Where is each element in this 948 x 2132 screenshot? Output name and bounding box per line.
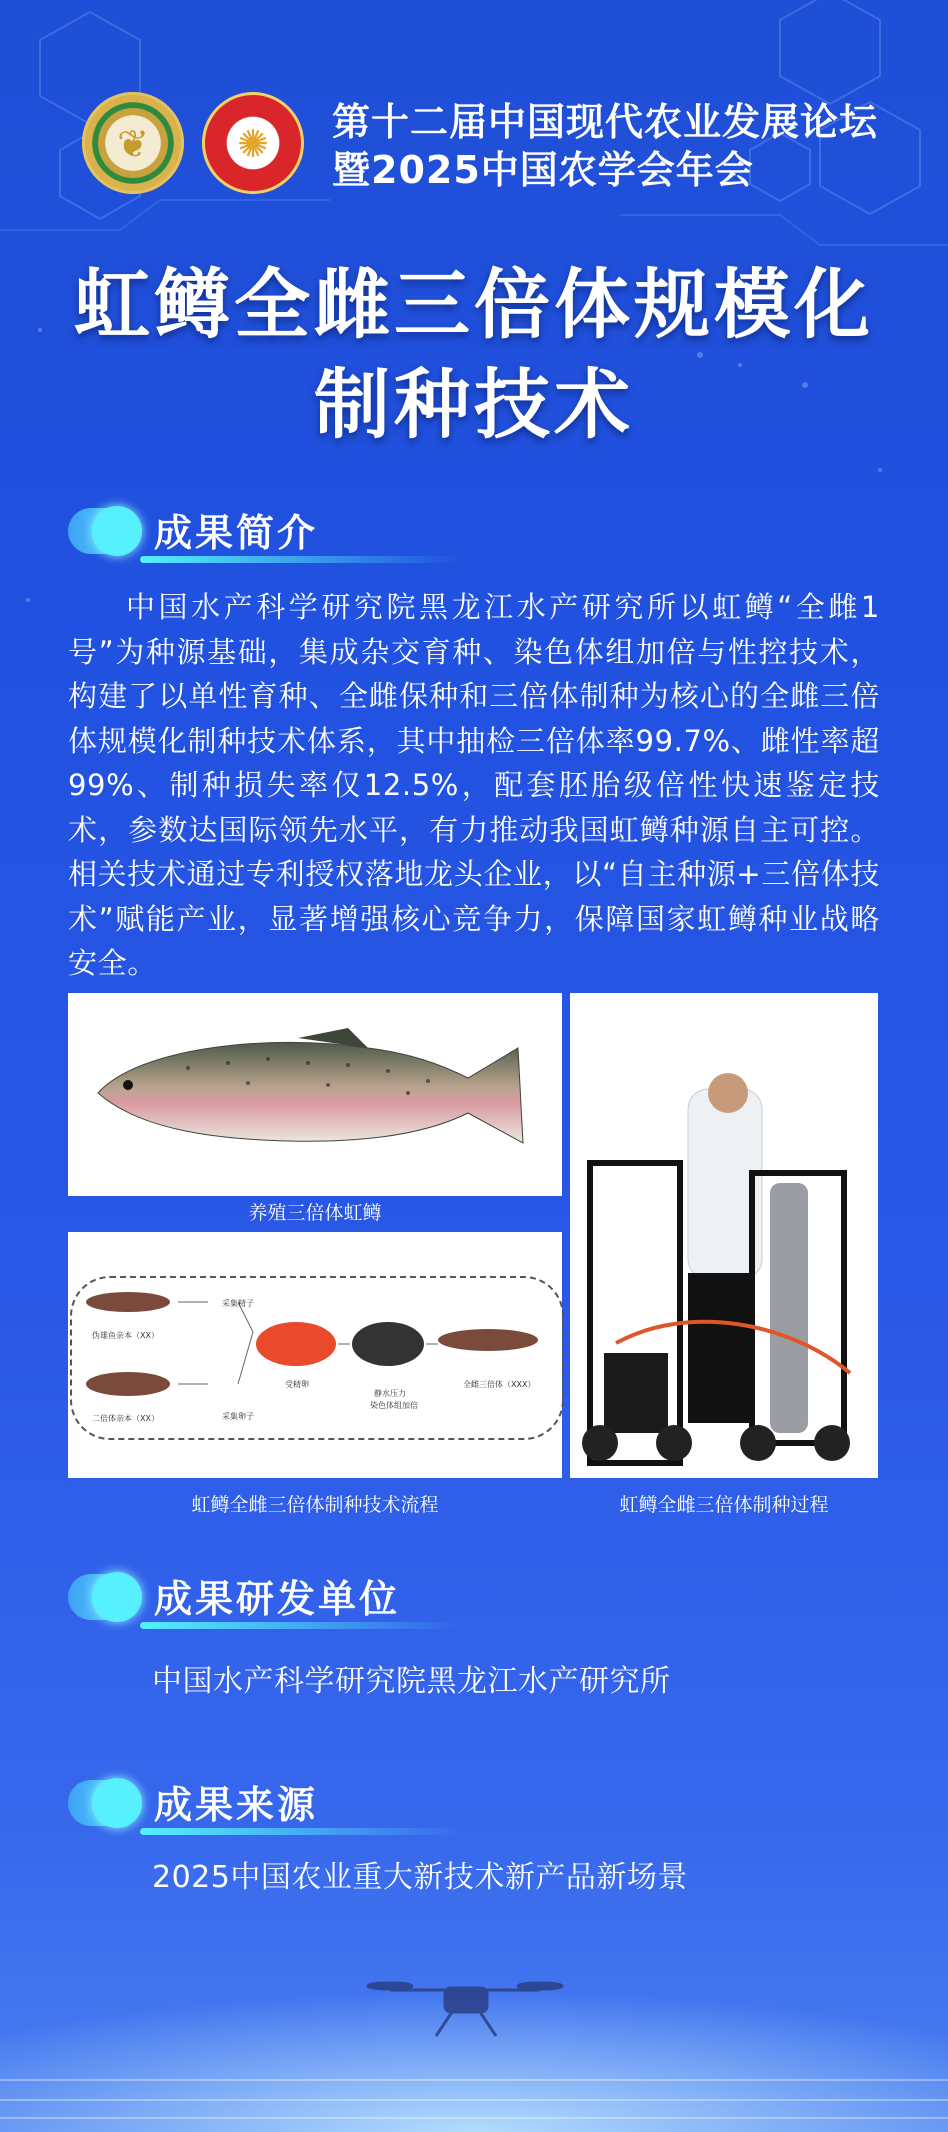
section-heading-intro (68, 496, 488, 566)
unit-text: 中国水产科学研究院黑龙江水产研究所 (152, 1664, 671, 1699)
section-heading-label: 成果简介 (154, 511, 319, 555)
section-underline (140, 1622, 460, 1629)
section-bullet-dot (92, 1778, 142, 1828)
flow-label-pressure-sub: 染色体组加倍 (370, 1401, 418, 1410)
section-bullet-dot (92, 506, 142, 556)
page-title-line-1: 虹鳟全雌三倍体规模化 (74, 260, 874, 349)
section-heading-label: 成果来源 (154, 1783, 319, 1827)
page-title (0, 255, 948, 455)
section-underline (140, 1828, 460, 1835)
section-underline (140, 556, 460, 563)
header (0, 70, 948, 190)
intro-paragraph: 中国水产科学研究院黑龙江水产研究所以虹鳟“全雌1号”为种源基础，集成杂交育种、染色体组加倍与性控技术，构建了以单性育种、全雌保种和三倍体制种为核心的全雌三倍体规模化制种技术体系，其中抽检三倍体率99.7%、雌性率超99%、制种损失率仅12.5%，配套胚胎级倍性快速鉴定技术，参数达国际领先水平，有力推动我国虹鳟种源自主可控。相关技术通过专利授权落地龙头企业，以“自主种源+三倍体技术”赋能产业，显著增强核心竞争力，保障国家虹鳟种业战略安全。 (68, 590, 880, 980)
flow-label-fertilized: 受精卵 (285, 1380, 309, 1389)
section-heading-source (68, 1768, 488, 1838)
flow-label-triploid: 全雌三倍体（XXX） (463, 1380, 536, 1389)
researcher-with-equipment-image (570, 993, 878, 1478)
flow-label-pressure: 静水压力 (374, 1389, 406, 1398)
fish-photo (68, 993, 562, 1196)
fish-caption: 养殖三倍体虹鳟 (248, 1202, 382, 1224)
rainbow-trout-image (68, 993, 562, 1196)
flow-label-collect-sperm: 采集精子 (222, 1299, 254, 1308)
process-photo (570, 993, 878, 1478)
conference-line-2: 暨2025中国农学会年会 (332, 148, 754, 192)
conference-title (332, 98, 878, 194)
flow-label-diploid-female: 二倍体亲本（XX） (92, 1414, 159, 1423)
drone-icon (368, 1983, 562, 2036)
agri-development-forum-logo: ✺ (202, 92, 304, 194)
source-text: 2025中国农业重大新技术新产品新场景 (152, 1860, 688, 1895)
flow-caption: 虹鳟全雌三倍体制种技术流程 (191, 1494, 439, 1516)
flow-label-collect-eggs: 采集卵子 (222, 1412, 254, 1421)
process-caption: 虹鳟全雌三倍体制种过程 (619, 1494, 829, 1516)
flow-label-pseudo-male: 伪雄鱼亲本（XX） (92, 1331, 159, 1340)
section-heading-unit (68, 1562, 488, 1632)
china-agriculture-society-logo: ❦ (82, 92, 184, 194)
conference-line-1: 第十二届中国现代农业发展论坛 (332, 100, 879, 144)
section-bullet-dot (92, 1572, 142, 1622)
page-title-line-2: 制种技术 (314, 360, 634, 449)
section-heading-label: 成果研发单位 (154, 1577, 401, 1621)
